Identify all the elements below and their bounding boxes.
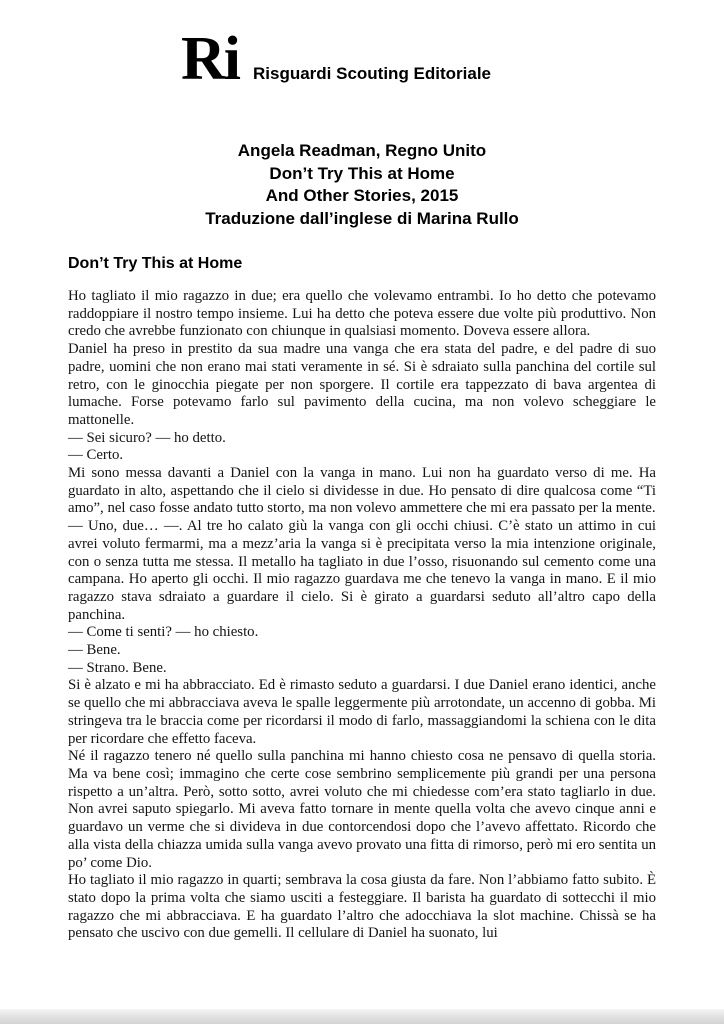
masthead [42,0,630,93]
title-publisher-line: And Other Stories, 2015 [265,186,459,205]
story-paragraph: — Uno, due… —. Al tre ho calato giù la vanga con gli occhi chiusi. C’è stato un attimo in cui avrei voluto fermarmi, ma a mezz’aria la vanga si è precipitata verso la mia intenzione originale, con o senza tutta me stessa. Il metallo ha tagliato in due l’osso, risuonando sul cemento come una campana. Ho aperto gli occhi. Il mio ragazzo guardava me che tenevo la vanga in mano. E il mio ragazzo stava sdraiato a guardare il cielo. Si è girato a guardarsi seduto all’altro capo della panchina. [68,518,656,623]
story-dialogue-line: — Sei sicuro? — ho detto. [68,429,226,446]
story-paragraph: Daniel ha preso in prestito da sua madre una vanga che era stata del padre, e del padre di suo padre, uomini che non erano mai stati veramente in sé. Si è sdraiato sulla panchina del cortile sul retro, con le ginocchia piegate per non sporgere. Il cortile era tappezzato di bava argentea di lumache. Forse potevamo farlo sul pavimento della cucina, ma non volevo scheggiare le mattonelle. [68,341,656,428]
section-heading: Don’t Try This at Home [68,255,243,272]
risguardi-logo: Ri [180,25,239,93]
story-paragraph: Si è alzato e mi ha abbracciato. Ed è rimasto seduto a guardarsi. I due Daniel erano identici, anche se quello che mi abbracciava aveva le spalle leggermente più arrotondate, un accenno di gobba. Mi stringeva tra le braccia come per ricordarsi il modo di farlo, massaggiandomi la schiena con le dita per ricordare che effetto faceva. [68,677,656,747]
story-paragraph: Né il ragazzo tenero né quello sulla panchina mi hanno chiesto cosa ne pensavo di quella storia. Ma va bene così; immagino che certe cose sembrino semplicemente più grandi per una persona rispetto a un’altra. Però, sotto sotto, avrei voluto che mi chiedesse com’era stato tagliarlo in due. Non avrei saputo spiegarlo. Mi aveva fatto tornare in mente quella volta che avevo cinque anni e guardavo un verme che si divideva in due contorcendosi dopo che l’avevo affettato. Ricordo che alla vista della chiazza umida sulla vanga avevo provato una fitta di rimorso, però mi ero sentita un po’ come Dio. [68,748,656,871]
story-dialogue-line: — Certo. [68,447,124,464]
story-paragraph: Ho tagliato il mio ragazzo in due; era quello che volevamo entrambi. Io ho detto che potevamo raddoppiare il nostro tempo insieme. Lui ha detto che poteva essere due volte più produttivo. Non credo che avrebbe funzionato con chiunque in qualsiasi momento. Doveva essere allora. [68,288,656,340]
organization-name: Risguardi Scouting Editoriale [252,64,492,83]
story-text [68,288,656,943]
story-paragraph: Ho tagliato il mio ragazzo in quarti; sembrava la cosa giusta da fare. Non l’abbiamo fatto subito. È stato dopo la prima volta che siamo usciti a festeggiare. Il barista ha guardato di sottecchi il mio ragazzo che mi abbracciava. E ha guardato l’altro che adocchiava la slot machine. Chissà se ha pensato che uscivo con due gemelli. Il cellulare di Daniel ha suonato, lui [68,872,656,942]
story-paragraph: Mi sono messa davanti a Daniel con la vanga in mano. Lui non ha guardato verso di me. Ha guardato in alto, aspettando che il cielo si dividesse in due. Ho pensato di dire qualcosa come “Ti amo”, nel caso fosse andato tutto storto, ma non volevo ammettere che mi era passato per la mente. [68,465,656,517]
title-author-line: Angela Readman, Regno Unito [237,141,487,160]
story-dialogue-line: — Bene. [68,642,121,659]
title-work-line: Don’t Try This at Home [269,163,455,183]
story-dialogue-line: — Come ti senti? — ho chiesto. [68,624,259,641]
title-block [68,140,656,230]
title-translator-line: Traduzione dall’inglese di Marina Rullo [205,208,519,228]
page-bottom-edge [0,1009,724,1024]
story-dialogue-line: — Strano. Bene. [68,659,167,676]
